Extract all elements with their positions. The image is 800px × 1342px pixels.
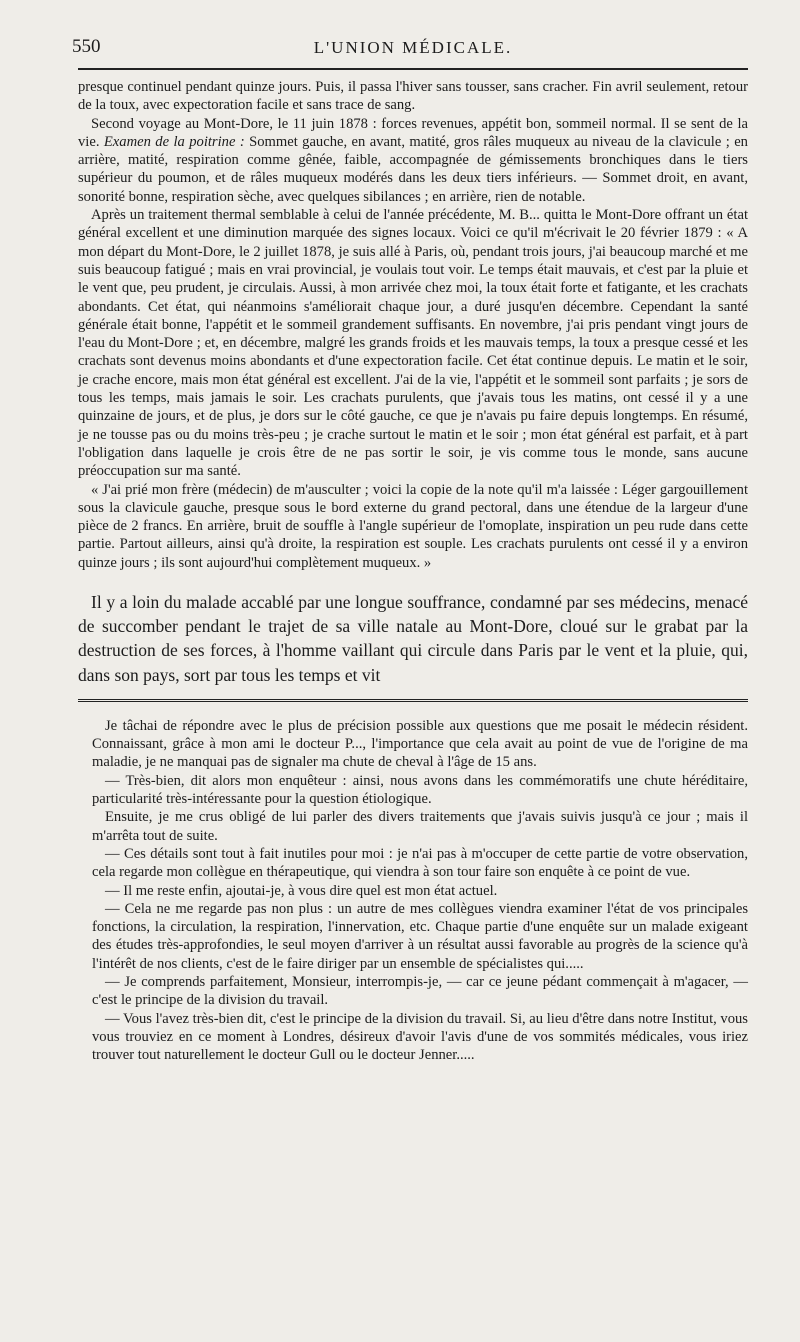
header-rule xyxy=(78,68,748,70)
main-paragraph: Il y a loin du malade accablé par une longue souffrance, condamné par ses médecins, menacé de succomber pendant le trajet de sa ville natale au Mont-Dore, cloué sur le grabat par la destruction de ses forces, à l'homme vaillant qui circule dans Paris par le vent et la pluie, qui, dans son pays, sort par tous les temps et vit xyxy=(78,592,748,685)
feuilleton-paragraph: — Je comprends parfaitement, Monsieur, interrompis-je, — car ce jeune pédant commençait à m'agacer, — c'est le principe de la division du travail. xyxy=(92,973,748,1009)
paragraph-1: presque continuel pendant quinze jours. Puis, il passa l'hiver sans tousser, sans cracher. Fin avril seulement, retour de la toux, avec expectoration facile et sans trace de sang. xyxy=(78,79,748,114)
feuilleton-paragraph: Ensuite, je me crus obligé de lui parler des divers traitements que j'avais suivis jusqu'à ce jour ; mais il m'arrêta tout de suite. xyxy=(92,809,748,844)
feuilleton-paragraph: — Cela ne me regarde pas non plus : un autre de mes collègues viendra examiner l'état de vos principales fonctions, la circulation, la respiration, l'innervation, etc. Chaque partie d'une enquête sur un malade exigeant des études très-approfondies, le seul moyen d'arriver à un résultat aussi favorable au progrès de la science qu'à l'intérêt de nos clients, c'est de le faire diriger par un ensemble de spécialistes qui..... xyxy=(92,900,748,972)
feuilleton-paragraph: — Vous l'avez très-bien dit, c'est le principe de la division du travail. Si, au lieu d'être dans notre Institut, vous vous trouviez en ce moment à Londres, désireux d'avoir l'avis d'une de vos sommités médicales, vous iriez trouver tout naturellement le docteur Gull ou le docteur Jenner..... xyxy=(92,1010,748,1064)
page-number: 550 xyxy=(72,36,101,57)
feuilleton-paragraph: — Très-bien, dit alors mon enquêteur : ainsi, nous avons dans les commémoratifs une chute héréditaire, particularité très-intéressante pour la question étiologique. xyxy=(92,772,748,808)
page-header xyxy=(72,34,748,64)
exam-text: Sommet gauche, en avant, matité, gros râles muqueux au niveau de la clavicule ; en arrière, matité, respiration comme gênée, faible, accompagnée de gémissements bronchiques dans le tiers supérieur du poumon, et de râles muqueux modérés dans les deux tiers inférieurs. — Sommet droit, en avant, sonorité bonne, respiration sèche, avec quelques sibilances ; en arrière, rien de notable. xyxy=(78,133,748,205)
feuilleton-paragraph: Je tâchai de répondre avec le plus de précision possible aux questions que me posait le médecin résident. Connaissant, grâce à mon ami le docteur P..., l'importance que cela avait au point de vue de l'origine de ma maladie, je ne manquai pas de signaler ma chute de cheval à l'âge de 15 ans. xyxy=(92,717,748,771)
feuilleton-paragraph: — Ces détails sont tout à fait inutiles pour moi : je n'ai pas à m'occuper de cette partie de votre observation, cela regarde mon collègue en thérapeutique, qui viendra à son tour faire son enquête à ce point de vue. xyxy=(92,845,748,881)
paragraph-3: Après un traitement thermal semblable à celui de l'année précédente, M. B... quitta le Mont-Dore offrant un état général excellent et une diminution marquée des signes locaux. Voici ce qu'il m'écrivait le 20 février 1879 : « A mon départ du Mont-Dore, le 2 juillet 1878, je suis allé à Paris, où, pendant trois jours, j'ai beaucoup marché et me suis beaucoup fatigué ; mais en vrai provincial, je voulais tout voir. Le temps était mauvais, et c'est par la pluie et le vent que, peu prudent, je circulais. Aussi, à mon arrivée chez moi, la toux était forte et fatigante, et les crachats abondants. Cet état, qui néanmoins s'améliorait chaque jour, a duré jusqu'en décembre. Cependant la santé générale était bonne, l'appétit et le sommeil grandement suffisants. En novembre, j'ai pris pendant vingt jours de l'eau du Mont-Dore ; et, en décembre, malgré les grands froids et les mauvais temps, la toux a presque cessé et les crachats sont devenus moins abondants et d'une expectoration facile. Cet état continue depuis. Le matin et le soir, je crache encore, mais mon état général est excellent. J'ai de la vie, l'appétit et le sommeil sont parfaits ; je sors de tous les temps, mais jamais le soir. Les crachats purulents, que j'avais tous les matins, ont cessé il y a une quinzaine de jours, et de plus, je dors sur le côté gauche, ce que je n'avais pu faire depuis longtemps. En résumé, je ne tousse pas ou du moins très-peu ; je crache surtout le matin et le soir ; mon état général est parfait, et à part l'obligation dans laquelle je crois être de ne pas sortir le soir, je vis comme tous le monde, sans aucune préoccupation sur ma santé. xyxy=(78,207,748,480)
running-title: L'UNION MÉDICALE. xyxy=(313,38,513,57)
paragraph-2-text: Second voyage au Mont-Dore, le 11 juin 1878 : forces revenues, appétit bon, sommeil normal. Il se sent de la vie. xyxy=(78,115,748,150)
paragraph-2 xyxy=(78,115,748,206)
feuilleton xyxy=(78,717,748,1065)
exam-heading: Examen de la poitrine : xyxy=(103,133,245,150)
feuilleton-paragraph: — Il me reste enfin, ajoutai-je, à vous dire quel est mon état actuel. xyxy=(105,882,498,899)
feuilleton-separator xyxy=(78,699,748,703)
paragraph-4: « J'ai prié mon frère (médecin) de m'ausculter ; voici la copie de la note qu'il m'a laissée : Léger gargouillement sous la clavicule gauche, presque sous le bord externe du grand pectoral, dans une étendue de la largeur d'une pièce de 2 francs. En arrière, bruit de souffle à l'angle supérieur de l'omoplate, inspiration un peu rude dans cette partie. Partout ailleurs, ainsi qu'à droite, la respiration est souple. Les crachats purulents ont cessé il y a environ quinze jours ; ils sont aujourd'hui complètement muqueux. » xyxy=(78,481,748,571)
